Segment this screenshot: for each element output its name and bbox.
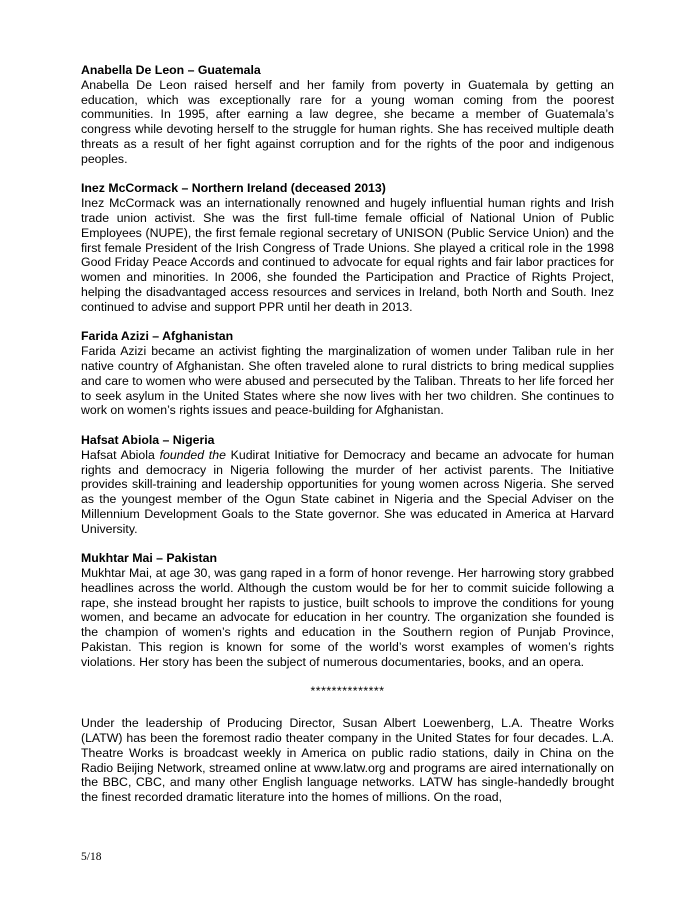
entry-body-emphasis: founded the: [159, 447, 226, 462]
entry-body: Inez McCormack was an internationally renowned and hugely influential human rights and Irish trade union activist. She was the first full-time female official of National Union of Public Employees (NUPE), the first female regional secretary of UNISON (Public Service Union) and the first female President of the Irish Congress of Trade Unions. She played a critical role in the 1998 Good Friday Peace Accords and continued to advocate for equal rights and fair labor practices for women and minorities. In 2006, she founded the Participation and Practice of Rights Project, helping the disadvantaged access resources and services in Ireland, both North and South. Inez continued to advise and support PPR until her death in 2013.: [81, 196, 614, 314]
entry-body: Anabella De Leon raised herself and her family from poverty in Guatemala by getting an education, which was exceptionally rare for a young woman coming from the poorest communities. In 1995, after earning a law degree, she became a member of Guatemala’s congress while devoting herself to the struggle for human rights. She has received multiple death threats as a result of her fight against corruption and for the rights of the poor and indigenous peoples.: [81, 77, 614, 166]
section-separator: **************: [310, 684, 385, 699]
entry-hafsat-abiola: [81, 433, 614, 537]
entry-body-rest: Kudirat Initiative for Democracy and became an advocate for human rights and democracy in Nigeria following the murder of her activist parents. The Initiative provides skill-training and leadership opportunities for young women across Nigeria. She served as the youngest member of the Ogun State cabinet in Nigeria and the Special Adviser on the Millennium Development Goals to the State governor. She was educated in America at Harvard University.: [81, 447, 614, 536]
closing-paragraph: Under the leadership of Producing Director, Susan Albert Loewenberg, L.A. Theatre Works (LATW) has been the foremost radio theater company in the United States for four decades. L.A. Theatre Works is broadcast weekly in America on public radio stations, daily in China on the Radio Beijing Network, streamed online at www.latw.org and programs are aired internationally on the BBC, CBC, and many other English language networks. LATW has single-handedly brought the finest recorded dramatic literature into the homes of millions. On the road,: [81, 716, 614, 805]
entry-title: Inez McCormack – Northern Ireland (deceased 2013): [81, 181, 386, 196]
entry-anabella-de-leon: [81, 63, 614, 167]
entry-title: Anabella De Leon – Guatemala: [81, 63, 261, 77]
entry-mukhtar-mai: [81, 551, 614, 669]
entry-body: Mukhtar Mai, at age 30, was gang raped in a form of honor revenge. Her harrowing story grabbed headlines across the world. Although the custom would be for her to commit suicide following a rape, she instead brought her rapists to justice, built schools to improve the conditions for young women, and became an advocate for education in her country. The organization she founded is the champion of women’s rights and education in the Southern region of Punjab Province, Pakistan. This region is known for some of the world’s worst examples of women’s rights violations. Her story has been the subject of numerous documentaries, books, and an opera.: [81, 566, 614, 669]
entry-farida-azizi: [81, 329, 614, 418]
page-number: 5/18: [81, 851, 102, 863]
entry-title: Farida Azizi – Afghanistan: [81, 329, 234, 344]
page-content: [81, 63, 614, 805]
entry-inez-mccormack: [81, 181, 614, 314]
entry-body: Farida Azizi became an activist fighting the marginalization of women under Taliban rule in her native country of Afghanistan. She often traveled alone to rural districts to bring medical supplies and care to women who were abused and persecuted by the Taliban. Threats to her life forced her to seek asylum in the United States where she now lives with her two children. She continues to work on women’s rights issues and peace-building for Afghanistan.: [81, 344, 614, 418]
entry-body: [81, 448, 614, 537]
entry-body-start: Hafsat Abiola: [81, 447, 160, 462]
entry-title: Mukhtar Mai – Pakistan: [81, 551, 217, 566]
entry-title: Hafsat Abiola – Nigeria: [81, 432, 215, 447]
